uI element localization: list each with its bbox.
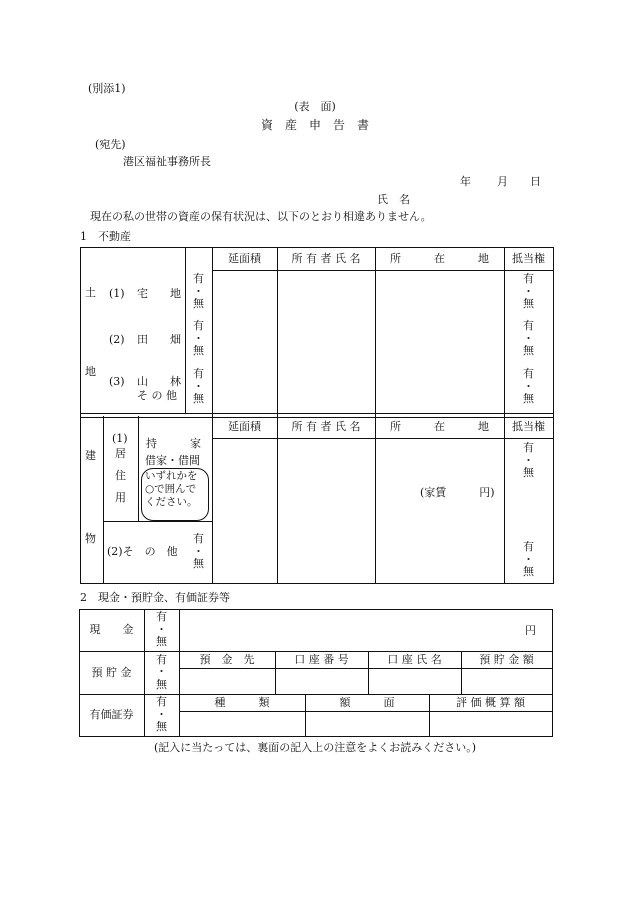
securities-yes-no[interactable]: 有 ・ 無 xyxy=(156,695,167,734)
header-area: 延面積 xyxy=(228,251,261,265)
header-mortgage-building: 抵当権 xyxy=(512,420,545,434)
cash-label: 現 金 xyxy=(89,623,134,637)
land-char-1: 土 xyxy=(85,286,96,299)
header-owner-building: 所 有 者 氏 名 xyxy=(291,420,361,434)
securities-header-type: 種 類 xyxy=(214,695,270,709)
residence-char-1: 居 xyxy=(115,447,126,460)
land-2-mortgage-yes-no[interactable]: 有 ・ 無 xyxy=(523,319,534,358)
date-day: 日 xyxy=(530,175,541,188)
building-char-2: 物 xyxy=(85,532,96,545)
land-char-2: 地 xyxy=(85,365,96,378)
securities-header-estimated-value: 評 価 概 算 額 xyxy=(456,695,525,709)
header-area-building: 延面積 xyxy=(228,420,261,434)
date-month: 月 xyxy=(497,175,508,188)
savings-header-amount: 預 貯 金 額 xyxy=(479,652,534,666)
securities-label: 有価証券 xyxy=(89,708,134,722)
section-cash-savings-title: 2 現金・預貯金、有価証券等 xyxy=(80,591,230,604)
residence-char-3: 用 xyxy=(115,491,126,504)
building-1-mortgage-yes-no[interactable]: 有 ・ 無 xyxy=(523,441,534,480)
date-year: 年 xyxy=(460,175,471,188)
rent-note: (家賃 円) xyxy=(420,486,495,499)
document-title: 資 産 申 告 書 xyxy=(260,118,369,132)
building-other-label: (2)そ の 他 xyxy=(107,545,178,558)
header-location: 所 在 地 xyxy=(390,251,489,265)
header-owner: 所 有 者 氏 名 xyxy=(291,251,361,265)
addressee: 港区福祉事務所長 xyxy=(123,155,211,168)
section-real-estate-title: 1 不動産 xyxy=(80,230,131,243)
header-mortgage: 抵当権 xyxy=(512,251,545,265)
savings-yes-no[interactable]: 有 ・ 無 xyxy=(156,652,167,691)
land-item-2-num: (2) xyxy=(109,333,125,346)
savings-header-bank: 預 金 先 xyxy=(199,652,255,666)
land-item-3-num: (3) xyxy=(109,375,125,388)
savings-header-account-number: 口 座 番 号 xyxy=(294,652,349,666)
land-1-mortgage-yes-no[interactable]: 有 ・ 無 xyxy=(523,272,534,311)
land-3-yes-no[interactable]: 有 ・ 無 xyxy=(193,367,204,406)
land-2-yes-no[interactable]: 有 ・ 無 xyxy=(193,319,204,358)
residence-num: (1) xyxy=(112,432,128,445)
land-item-3-label: 山 林 xyxy=(137,375,181,388)
land-3-mortgage-yes-no[interactable]: 有 ・ 無 xyxy=(523,367,534,406)
cash-yen-unit: 円 xyxy=(525,624,536,637)
header-location-building: 所 在 地 xyxy=(390,420,489,434)
footer-note: (記入に当たっては、裏面の記入上の注意をよくお読みください。) xyxy=(153,741,477,754)
land-item-1-label: 宅 地 xyxy=(137,287,181,300)
cash-yes-no[interactable]: 有 ・ 無 xyxy=(156,610,167,649)
addressee-label: (宛先) xyxy=(95,138,126,151)
own-house-option[interactable]: 持 家 xyxy=(146,437,201,450)
face-label: (表 面) xyxy=(294,100,336,113)
securities-header-face-value: 額 面 xyxy=(339,695,395,709)
land-item-1-num: (1) xyxy=(109,287,125,300)
land-item-3-label2: そ の 他 xyxy=(137,389,177,402)
circle-instruction-note: いずれかを○で囲んでください。 xyxy=(141,468,209,521)
residence-char-2: 住 xyxy=(115,469,126,482)
savings-header-account-name: 口 座 氏 名 xyxy=(387,652,442,666)
building-other-yes-no[interactable]: 有 ・ 無 xyxy=(193,532,204,571)
attachment-label: (別添1) xyxy=(88,82,126,95)
building-2-mortgage-yes-no[interactable]: 有 ・ 無 xyxy=(523,540,534,579)
land-1-yes-no[interactable]: 有 ・ 無 xyxy=(193,272,204,311)
rented-option[interactable]: 借家・借間 xyxy=(145,454,200,467)
land-item-2-label: 田 畑 xyxy=(137,333,181,346)
savings-label: 預 貯 金 xyxy=(91,665,132,679)
declaration-statement: 現在の私の世帯の資産の保有状況は、以下のとおり相違ありません。 xyxy=(90,210,432,223)
name-label: 氏 名 xyxy=(377,193,410,206)
building-char-1: 建 xyxy=(85,449,96,462)
